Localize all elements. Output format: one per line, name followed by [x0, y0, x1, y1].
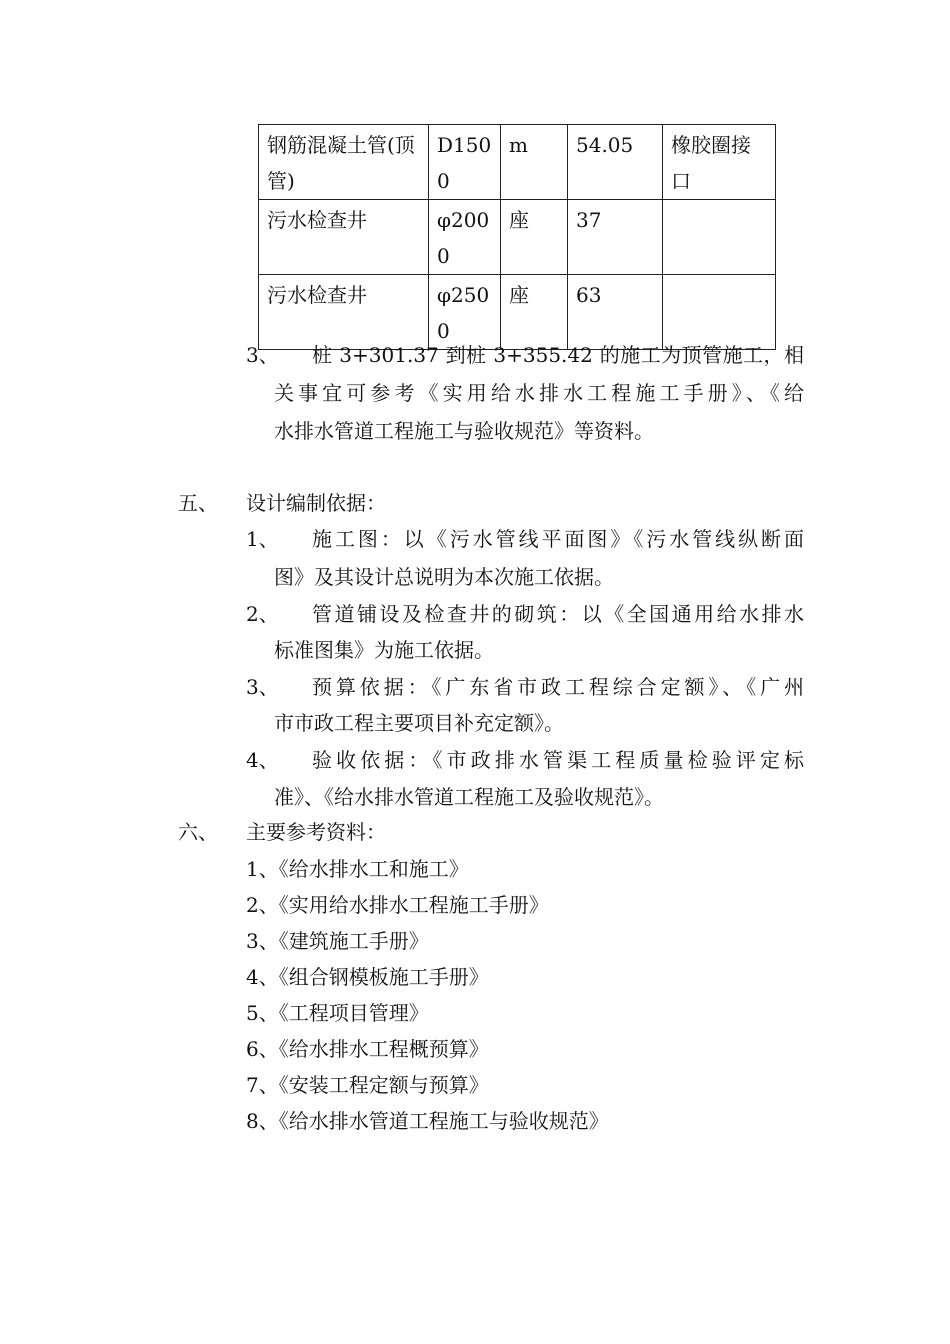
table-cell-name: 污水检查井 [259, 200, 429, 275]
reference-item: 5、《工程项目管理》 [246, 1001, 429, 1025]
reference-item: 8、《给水排水管道工程施工与验收规范》 [246, 1109, 609, 1133]
section-number: 五、 [178, 491, 218, 515]
item-text-line: 图》及其设计总说明为本次施工依据。 [274, 565, 614, 589]
table-cell-name: 钢筋混凝土管(顶管) [259, 125, 429, 200]
item-text-line: 预算依据：《广东省市政工程综合定额》、《广州 [312, 675, 804, 699]
item-number: 1、 [246, 527, 279, 551]
table-cell-quantity: 63 [568, 275, 663, 350]
item-text-line: 市市政工程主要项目补充定额》。 [274, 711, 564, 735]
table-cell-spec: φ2500 [429, 275, 501, 350]
item-number: 2、 [246, 602, 279, 626]
table-cell-quantity: 37 [568, 200, 663, 275]
item-text-line: 标准图集》为施工依据。 [274, 638, 494, 662]
section-number: 六、 [178, 820, 218, 844]
item-text-line: 验收依据：《市政排水管渠工程质量检验评定标 [312, 748, 804, 772]
item-number: 3、 [246, 675, 279, 699]
table-cell-remark [663, 200, 776, 275]
table-cell-unit: 座 [501, 275, 568, 350]
item-number: 3、 [246, 343, 279, 367]
table-cell-remark: 橡胶圈接口 [663, 125, 776, 200]
item-text-line: 管道铺设及检查井的砌筑：以《全国通用给水排水 [312, 602, 804, 626]
item-text-line: 关事宜可参考《实用给水排水工程施工手册》、《给 [274, 381, 804, 405]
table-cell-name: 污水检查井 [259, 275, 429, 350]
table-cell-spec: D1500 [429, 125, 501, 200]
table-cell-quantity: 54.05 [568, 125, 663, 200]
table-row [259, 200, 776, 275]
item-text-line: 桩 3+301.37 到桩 3+355.42 的施工为顶管施工，相 [312, 343, 804, 367]
materials-table [258, 124, 776, 350]
reference-item: 1、《给水排水工和施工》 [246, 857, 469, 881]
reference-item: 3、《建筑施工手册》 [246, 929, 429, 953]
table-cell-spec: φ2000 [429, 200, 501, 275]
item-text-line: 施工图：以《污水管线平面图》《污水管线纵断面 [312, 527, 804, 551]
table-cell-unit: m [501, 125, 568, 200]
item-text-line: 准》、《给水排水管道工程施工及验收规范》。 [274, 785, 664, 809]
section-title: 设计编制依据： [246, 491, 386, 515]
reference-item: 4、《组合钢模板施工手册》 [246, 965, 489, 989]
reference-item: 6、《给水排水工程概预算》 [246, 1037, 489, 1061]
table-row [259, 125, 776, 200]
reference-item: 7、《安装工程定额与预算》 [246, 1073, 489, 1097]
section-title: 主要参考资料： [246, 820, 386, 844]
item-number: 4、 [246, 748, 279, 772]
table-cell-unit: 座 [501, 200, 568, 275]
item-text-line: 水排水管道工程施工与验收规范》等资料。 [274, 419, 654, 443]
reference-item: 2、《实用给水排水工程施工手册》 [246, 893, 549, 917]
